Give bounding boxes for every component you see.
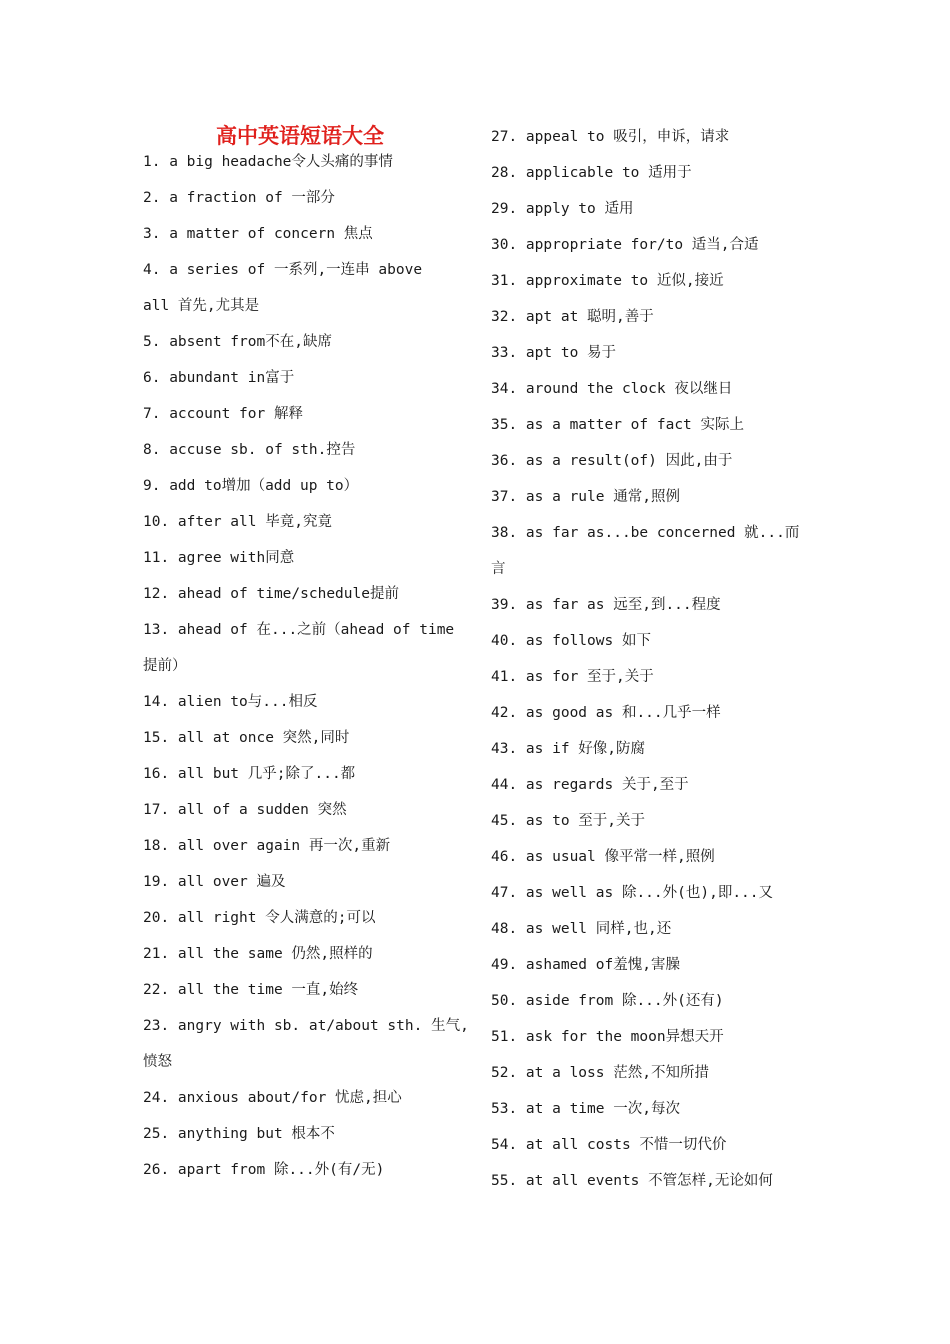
phrase-line: 28. applicable to 适用于: [491, 165, 692, 181]
phrase-line: 27. appeal to 吸引，申诉，请求: [491, 129, 730, 145]
phrase-line: 39. as far as 远至,到...程度: [491, 597, 721, 613]
phrase-line: 13. ahead of 在...之前（ahead of time: [143, 622, 455, 638]
phrase-line: 24. anxious about/for 忧虑,担心: [143, 1090, 402, 1106]
phrase-line: 54. at all costs 不惜一切代价: [491, 1137, 727, 1153]
phrase-line: 16. all but 几乎;除了...都: [143, 766, 356, 782]
phrase-line: 8. accuse sb. of sth.控告: [143, 442, 356, 458]
phrase-line: 17. all of a sudden 突然: [143, 802, 347, 818]
phrase-line: all 首先,尤其是: [143, 298, 260, 314]
phrase-line: 52. at a loss 茫然,不知所措: [491, 1065, 709, 1081]
phrase-line: 12. ahead of time/schedule提前: [143, 586, 399, 602]
phrase-line: 言: [491, 561, 506, 577]
phrase-line: 18. all over again 再一次,重新: [143, 838, 391, 854]
phrase-line: 提前）: [143, 658, 187, 674]
phrase-line: 20. all right 令人满意的;可以: [143, 910, 376, 926]
phrase-line: 37. as a rule 通常,照例: [491, 489, 680, 505]
phrase-line: 7. account for 解释: [143, 406, 303, 422]
phrase-line: 14. alien to与...相反: [143, 694, 318, 710]
phrase-line: 49. ashamed of羞愧,害臊: [491, 957, 680, 973]
phrase-line: 32. apt at 聪明,善于: [491, 309, 654, 325]
phrase-line: 19. all over 遍及: [143, 874, 286, 890]
phrase-line: 23. angry with sb. at/about sth. 生气,: [143, 1018, 469, 1034]
phrase-line: 22. all the time 一直,始终: [143, 982, 359, 998]
phrase-line: 45. as to 至于,关于: [491, 813, 646, 829]
phrase-line: 48. as well 同样,也,还: [491, 921, 672, 937]
phrase-line: 31. approximate to 近似,接近: [491, 273, 724, 289]
phrase-line: 5. absent from不在,缺席: [143, 334, 332, 350]
phrase-line: 6. abundant in富于: [143, 370, 295, 386]
phrase-line: 10. after all 毕竟,究竟: [143, 514, 332, 530]
phrase-line: 21. all the same 仍然,照样的: [143, 946, 373, 962]
phrase-line: 53. at a time 一次,每次: [491, 1101, 680, 1117]
phrase-line: 47. as well as 除...外(也),即...又: [491, 885, 774, 901]
phrase-line: 34. around the clock 夜以继日: [491, 381, 733, 397]
phrase-line: 41. as for 至于,关于: [491, 669, 654, 685]
page-title: 高中英语短语大全: [216, 124, 384, 148]
phrase-line: 35. as a matter of fact 实际上: [491, 417, 745, 433]
phrase-line: 2. a fraction of 一部分: [143, 190, 335, 206]
phrase-line: 15. all at once 突然,同时: [143, 730, 350, 746]
phrase-line: 1. a big headache令人头痛的事情: [143, 154, 393, 170]
phrase-line: 4. a series of 一系列,一连串 above: [143, 262, 423, 278]
phrase-line: 51. ask for the moon异想天开: [491, 1029, 724, 1045]
phrase-line: 42. as good as 和...几乎一样: [491, 705, 721, 721]
phrase-line: 29. apply to 适用: [491, 201, 634, 217]
phrase-line: 40. as follows 如下: [491, 633, 651, 649]
phrase-line: 3. a matter of concern 焦点: [143, 226, 373, 242]
phrase-line: 43. as if 好像,防腐: [491, 741, 646, 757]
phrase-line: 26. apart from 除...外(有/无): [143, 1162, 385, 1178]
phrase-line: 50. aside from 除...外(还有): [491, 993, 724, 1009]
phrase-line: 36. as a result(of) 因此,由于: [491, 453, 733, 469]
phrase-line: 9. add to增加（add up to）: [143, 478, 359, 494]
phrase-line: 46. as usual 像平常一样,照例: [491, 849, 715, 865]
phrase-line: 30. appropriate for/to 适当,合适: [491, 237, 759, 253]
phrase-line: 11. agree with同意: [143, 550, 295, 566]
phrase-line: 38. as far as...be concerned 就...而: [491, 525, 800, 541]
phrase-line: 44. as regards 关于,至于: [491, 777, 689, 793]
phrase-line: 25. anything but 根本不: [143, 1126, 335, 1142]
phrase-line: 愤怒: [143, 1054, 172, 1070]
phrase-line: 55. at all events 不管怎样,无论如何: [491, 1173, 773, 1189]
phrase-line: 33. apt to 易于: [491, 345, 617, 361]
